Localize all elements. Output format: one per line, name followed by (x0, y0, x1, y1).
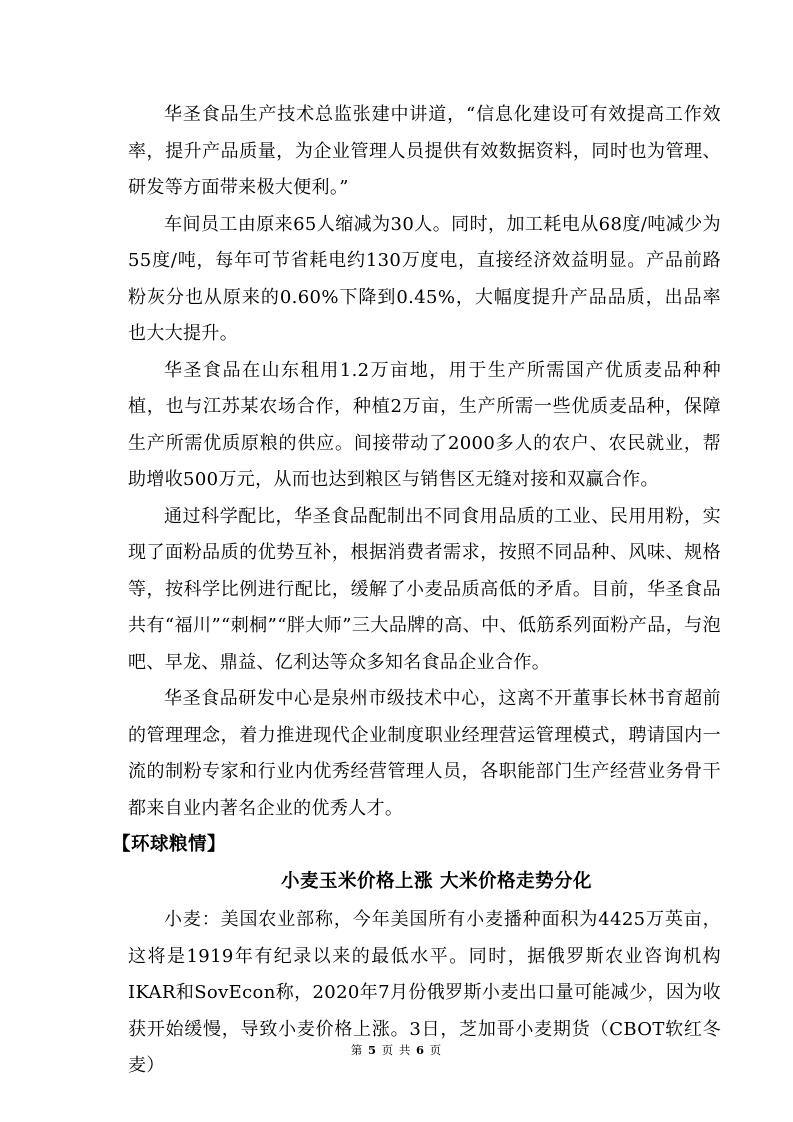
page-body (112, 97, 721, 1085)
paragraph-3: 华圣食品在山东租用1.2万亩地，用于生产所需国产优质麦品种种植，也与江苏某农场合作，种植2万亩，生产所需一些优质麦品种，保障生产所需优质原粮的供应。间接带动了2000多人的农户、农民就业，帮助增收500万元，从而也达到粮区与销售区无缝对接和双赢合作。 (128, 359, 721, 490)
paragraph-4: 通过科学配比，华圣食品配制出不同食用品质的工业、民用用粉，实现了面粉品质的优势互补，根据消费者需求，按照不同品种、风味、规格等，按科学比例进行配比，缓解了小麦品质高低的矛盾。目前，华圣食品共有“福川”“刺桐”“胖大师”三大品牌的高、中、低筋系列面粉产品，与泡吧、早龙、鼎益、亿利达等众多知名食品企业合作。 (128, 505, 721, 673)
footer-middle: 页 共 (381, 1043, 412, 1057)
article-headline: 小麦玉米价格上涨 大米价格走势分化 (281, 871, 592, 892)
footer-total-pages: 6 (415, 1043, 425, 1057)
footer-page-number: 5 (368, 1043, 378, 1057)
footer-prefix: 第 (350, 1043, 364, 1057)
paragraph-1: 华圣食品生产技术总监张建中讲道，“信息化建设可有效提高工作效率，提升产品质量，为企业管理人员提供有效数据资料，同时也为管理、研发等方面带来极大便利。” (128, 104, 721, 198)
paragraph-5: 华圣食品研发中心是泉州市级技术中心，这离不开董事长林书育超前的管理理念，着力推进现代企业制度职业经理营运管理模式，聘请国内一流的制粉专家和行业内优秀经营管理人员，各职能部门生产经营业务骨干都来自业内著名企业的优秀人才。 (128, 688, 721, 819)
paragraph-wheat: 小麦：美国农业部称，今年美国所有小麦播种面积为4425万英亩，这将是1919年有纪录以来的最低水平。同时，据俄罗斯农业咨询机构IKAR和SovEcon称，2020年7月份俄罗斯小麦出口量可能减少，因为收获开始缓慢，导致小麦价格上涨。3日，芝加哥小麦期货（CBOT软红冬麦） (128, 909, 721, 1076)
footer-suffix: 页 (429, 1043, 443, 1057)
paragraph-2: 车间员工由原来65人缩减为30人。同时，加工耗电从68度/吨减少为55度/吨，每年可节省耗电约130万度电，直接经济效益明显。产品前路粉灰分也从原来的0.60%下降到0.45%，大幅度提升产品品质，出品率也大大提升。 (128, 213, 721, 344)
section-title: 【环球粮情】 (112, 834, 227, 855)
page-footer (0, 1042, 793, 1058)
